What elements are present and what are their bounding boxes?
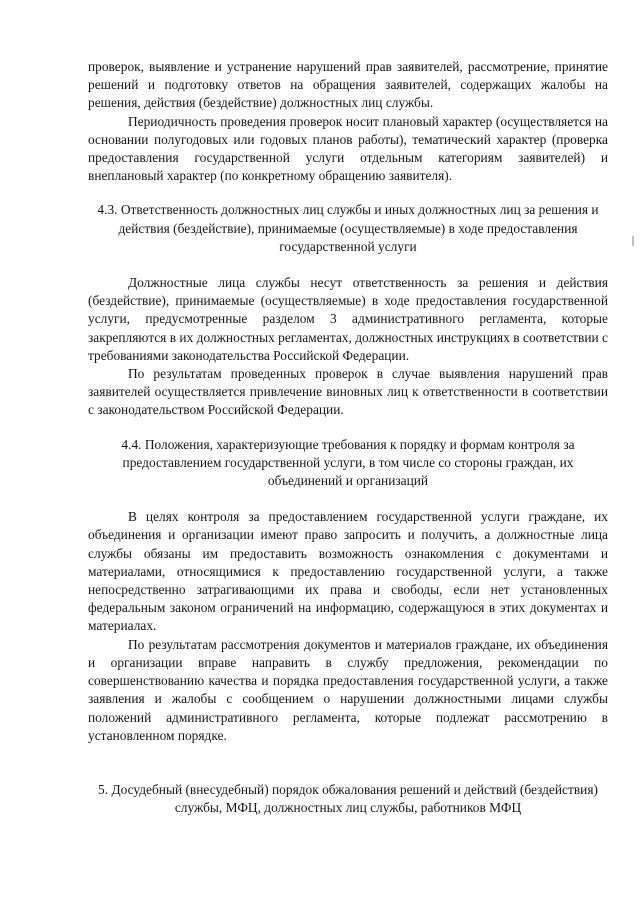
paragraph-results: По результатам проведенных проверок в случае выявления нарушений прав заявителей осуществляется привлечение виновных лиц к ответственности в соответствии с законодательством Российской Федерации.	[88, 366, 608, 418]
paragraph-citizens-control: В целях контроля за предоставлением государственной услуги граждане, их объединения и организации имеют право запросить и получить, а должностные лица службы обязаны им предоставить возможность ознакомления с документами и материалами, относящимися к предоставлению государственной услуги, а также непосредственно затрагивающими их права и свободы, если нет установленных федеральным законом ограничений на информацию, содержащуюся в этих документах и материалах.	[88, 509, 608, 634]
scan-artifact	[632, 236, 634, 246]
paragraph-responsibility: Должностные лица службы несут ответственность за решения и действия (бездействие), принимаемые (осуществляемые) в ходе предоставления государственной услуги, предусмотренные разделом 3 административного регламента, которые закрепляются в их должностных регламентах, должностных инструкциях в соответствии с требованиями законодательства Российской Федерации.	[88, 275, 608, 363]
paragraph-periodicity: Периодичность проведения проверок носит плановый характер (осуществляется на основании полугодовых или годовых планов работы), тематический характер (проверка предоставления государственной услуги отдельным категориям заявителей) и внеплановый характер (по конкретному обращению заявителя).	[88, 113, 608, 184]
section-heading-4-3: 4.3. Ответственность должностных лиц службы и иных должностных лиц за решения и действия (бездействие), принимаемые (осуществляемые) в ходе предоставления государственной услуги	[97, 202, 599, 254]
paragraph-review-results: По результатам рассмотрения документов и материалов граждане, их объединения и организации вправе направить в службу предложения, рекомендации по совершенствованию качества и порядка предоставления государственной услуги, а также заявления и жалобы с сообщением о нарушении должностными лицами службы положений административного регламента, которые подлежат рассмотрению в установленном порядке.	[88, 636, 608, 743]
paragraph-continuation: проверок, выявление и устранение нарушений прав заявителей, рассмотрение, принятие решений и подготовку ответов на обращения заявителей, содержащих жалобы на решения, действия (бездействие) должностных лиц службы.	[88, 59, 608, 111]
section-heading-4-4: 4.4. Положения, характеризующие требования к порядку и формам контроля за предоставлением государственной услуги, в том числе со стороны граждан, их объединений и организаций	[121, 436, 575, 489]
document-page	[88, 58, 608, 817]
section-heading-5: 5. Досудебный (внесудебный) порядок обжалования решений и действий (бездействия) службы, МФЦ, должностных лиц службы, работников МФЦ	[98, 781, 598, 816]
